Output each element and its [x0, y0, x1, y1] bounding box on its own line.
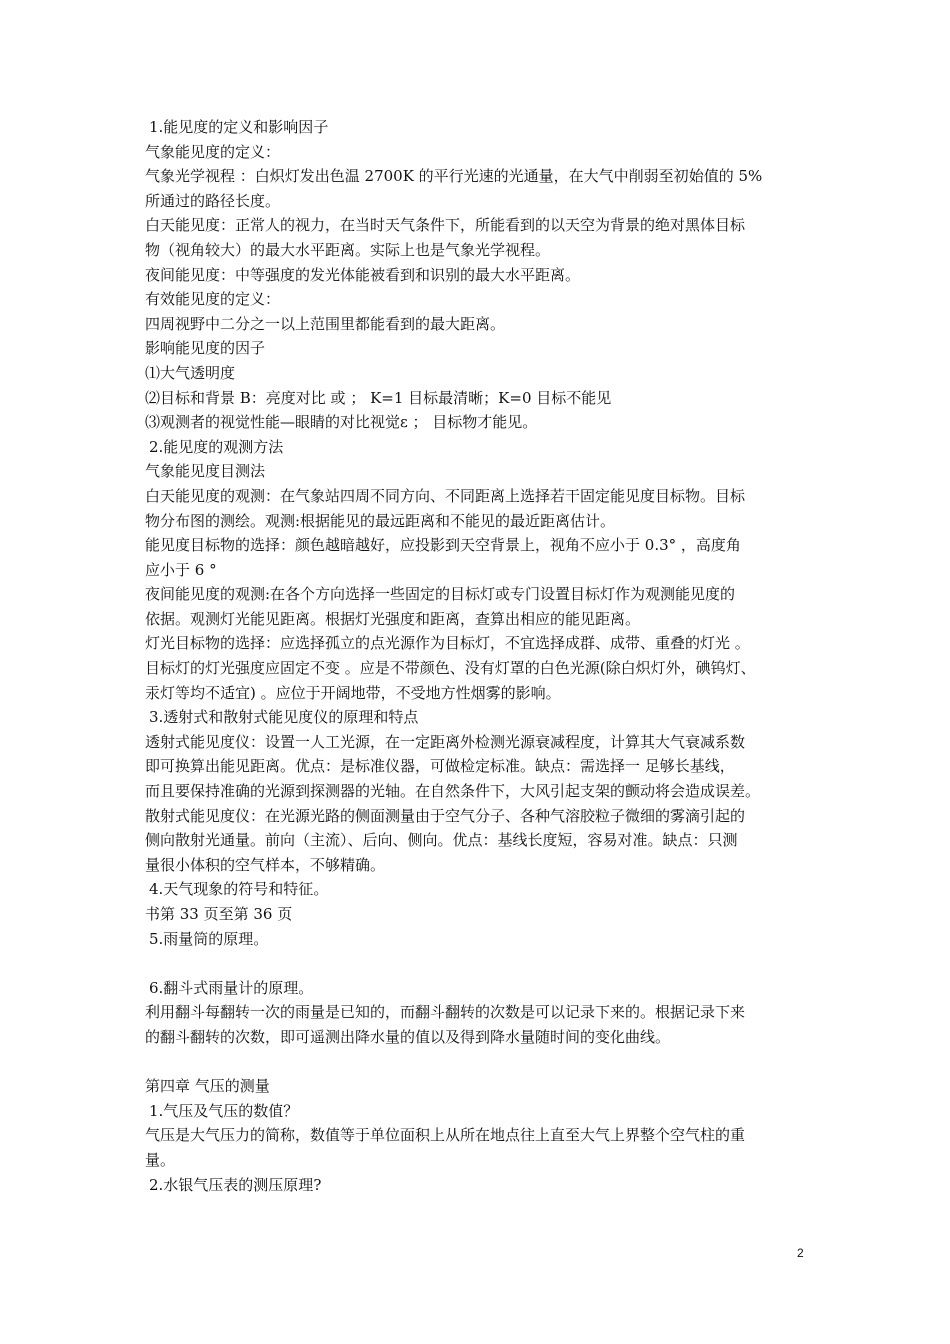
text-line: 侧向散射光通量。前向（主流）、后向、侧向。优点：基线长度短，容易对准。缺点：只测	[145, 831, 738, 850]
text-line: 即可换算出能见距离。优点：是标准仪器，可做检定标准。缺点：需选择一 足够长基线，	[145, 757, 735, 776]
text-line: 量很小体积的空气样本，不够精确。	[145, 855, 386, 874]
text-line: 气象能见度的定义：	[145, 142, 281, 161]
text-line: 气象光学视程 ：白炽灯发出色温 2700K 的平行光速的光通量，在大气中削弱至初始值的 5%	[145, 167, 763, 186]
document-body	[145, 115, 810, 1197]
text-line: 目标灯的灯光强度应固定不变 。应是不带颜色、没有灯罩的白色光源(除白炽灯外，碘钨灯、	[145, 659, 756, 678]
page-number: 2	[797, 1246, 804, 1260]
text-line: 5.雨量筒的原理。	[149, 929, 269, 948]
text-line: 利用翻斗每翻转一次的雨量是已知的，而翻斗翻转的次数是可以记录下来的。根据记录下来	[145, 1003, 746, 1022]
text-line: ⑴大气透明度	[145, 363, 236, 382]
text-line: 2.水银气压表的测压原理?	[149, 1175, 322, 1194]
blank-line	[145, 951, 810, 976]
text-line: ⑶观测者的视觉性能—眼睛的对比视觉ε ； 目标物才能见。	[145, 413, 538, 432]
text-line: 书第 33 页至第 36 页	[145, 905, 293, 923]
text-line: 白天能见度的观测：在气象站四周不同方向、不同距离上选择若干固定能见度目标物。目标	[145, 486, 746, 505]
text-line: 汞灯等均不适宜) 。应位于开阔地带，不受地方性烟雾的影响。	[145, 683, 561, 702]
text-line: 1.能见度的定义和影响因子	[149, 118, 329, 136]
text-line: 影响能见度的因子	[145, 339, 266, 358]
text-line: 第四章 气压的测量	[145, 1077, 270, 1096]
text-line: 夜间能见度的观测:在各个方向选择一些固定的目标灯或专门设置目标灯作为观测能见度的	[145, 585, 736, 604]
text-line: 能见度目标物的选择：颜色越暗越好，应投影到天空背景上，视角不应小于 0.3° ，高度角	[145, 536, 741, 555]
text-line: 夜间能见度：中等强度的发光体能被看到和识别的最大水平距离。	[145, 265, 581, 284]
text-line: 1.气压及气压的数值？	[149, 1101, 299, 1120]
text-line: 6.翻斗式雨量计的原理。	[149, 978, 314, 997]
text-line: 3.透射式和散射式能见度仪的原理和特点	[149, 708, 419, 727]
text-line: 物（视角较大）的最大水平距离。实际上也是气象光学视程。	[145, 240, 551, 259]
blank-line	[145, 1050, 810, 1075]
text-line: ⑵目标和背景 B：亮度对比 或 ； K=1 目标最清晰；K=0 目标不能见	[145, 388, 612, 407]
text-line: 所通过的路径长度。	[145, 191, 281, 210]
text-line: 2.能见度的观测方法	[149, 437, 284, 456]
text-line: 四周视野中二分之一以上范围里都能看到的最大距离。	[145, 314, 506, 333]
text-line: 气压是大气压力的简称，数值等于单位面积上从所在地点往上直至大气上界整个空气柱的重	[145, 1126, 746, 1145]
text-line: 4.天气现象的符号和特征。	[149, 880, 329, 899]
text-line: 散射式能见度仪：在光源光路的侧面测量由于空气分子、各种气溶胶粒子微细的雾滴引起的	[145, 806, 746, 825]
text-line: 的翻斗翻转的次数，即可遥测出降水量的值以及得到降水量随时间的变化曲线。	[145, 1027, 671, 1046]
text-line: 物分布图的测绘。观测:根据能见的最远距离和不能见的最近距离估计。	[145, 511, 616, 530]
text-line: 气象能见度目测法	[145, 462, 266, 481]
text-line: 透射式能见度仪：设置一人工光源，在一定距离外检测光源衰减程度，计算其大气衰减系数	[145, 732, 746, 751]
text-line: 量。	[145, 1150, 176, 1169]
text-line: 有效能见度的定义：	[145, 290, 281, 309]
text-line: 而且要保持准确的光源到探测器的光轴。在自然条件下，大风引起支架的颤动将会造成误差。	[145, 782, 761, 801]
text-line: 灯光目标物的选择：应选择孤立的点光源作为目标灯，不宜选择成群、成带、重叠的灯光 。	[145, 634, 750, 653]
text-line: 应小于 6 °	[145, 560, 217, 579]
text-line: 依据。观测灯光能见距离。根据灯光强度和距离，查算出相应的能见距离。	[145, 609, 641, 628]
text-line: 白天能见度：正常人的视力，在当时天气条件下，所能看到的以天空为背景的绝对黑体目标	[145, 216, 746, 235]
